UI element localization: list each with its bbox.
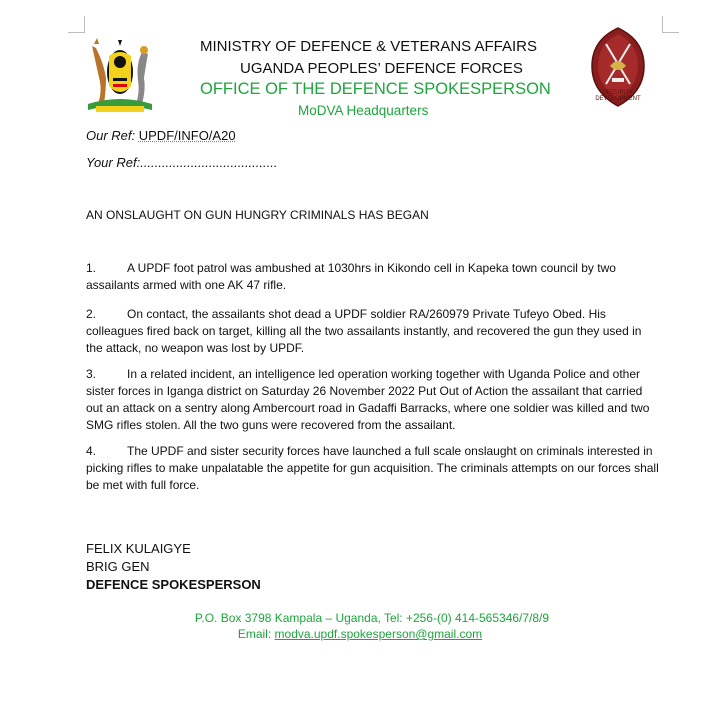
footer-email-link[interactable]: modva.updf.spokesperson@gmail.com (274, 627, 483, 641)
page-corner-mark-left (68, 16, 85, 33)
uganda-coat-of-arms-icon (82, 34, 158, 114)
your-ref-value: ...................................... (140, 155, 278, 170)
your-ref-label: Your Ref: (86, 155, 141, 170)
paragraph-3 (86, 366, 661, 434)
paragraph-4 (86, 443, 661, 494)
signatory-name: FELIX KULAIGYE (86, 541, 191, 556)
our-ref-label: Our Ref: (86, 128, 136, 143)
document-headline: AN ONSLAUGHT ON GUN HUNGRY CRIMINALS HAS BEGAN (86, 208, 429, 222)
office-heading: OFFICE OF THE DEFENCE SPOKESPERSON (200, 80, 551, 98)
paragraph-number: 4. (86, 444, 97, 458)
our-reference (86, 128, 236, 143)
footer-email-label: Email: (237, 627, 275, 641)
forces-heading: UGANDA PEOPLES’ DEFENCE FORCES (240, 60, 523, 77)
signature-block (86, 540, 261, 594)
paragraph-2 (86, 306, 661, 357)
signatory-title: DEFENCE SPOKESPERSON (86, 577, 261, 592)
paragraph-number: 3. (86, 367, 97, 381)
paragraph-text: In a related incident, an intelligence led operation working together with Uganda Police and other sister forces in Iganga district on Saturday 26 November 2022 Put Out of Action the assailant that carried out an attack on a sentry along Ambercourt road in Gadaffi Barracks, where one soldier was killed and two SMG rifles stolen. All the two guns were recovered from the assailant. (86, 367, 650, 432)
ministry-heading: MINISTRY OF DEFENCE & VETERANS AFFAIRS (200, 38, 538, 55)
badge-motto: SECURITY DEVELOPMENT (595, 90, 641, 102)
paragraph-text: The UPDF and sister security forces have launched a full scale onslaught on criminals interested in picking rifles to make unpalatable the appetite for gun acquisition. The criminals attempts on our forces shall be met with full force. (86, 444, 659, 492)
hq-heading: MoDVA Headquarters (298, 103, 429, 118)
paragraph-number: 2. (86, 307, 97, 321)
signatory-rank: BRIG GEN (86, 559, 150, 574)
footer-address: P.O. Box 3798 Kampala – Uganda, Tel: +256-(0) 414-565346/7/8/9 (194, 611, 550, 625)
paragraph-text: A UPDF foot patrol was ambushed at 1030hrs in Kikondo cell in Kapeka town council by two assailants armed with one AK 47 rifle. (86, 261, 616, 292)
paragraph-number: 1. (86, 261, 97, 275)
footer-email-line (0, 627, 720, 641)
page-corner-mark-right (662, 16, 679, 33)
paragraph-text: On contact, the assailants shot dead a UPDF soldier RA/260979 Private Tufeyo Obed. His colleagues fired back on target, killing all the two assailants instantly, and recovered the gun they used in the attack, no weapon was lost by UPDF. (86, 307, 642, 355)
your-reference (86, 155, 277, 170)
paragraph-1 (86, 260, 661, 294)
our-ref-value: UPDF/INFO/A20 (138, 128, 236, 143)
